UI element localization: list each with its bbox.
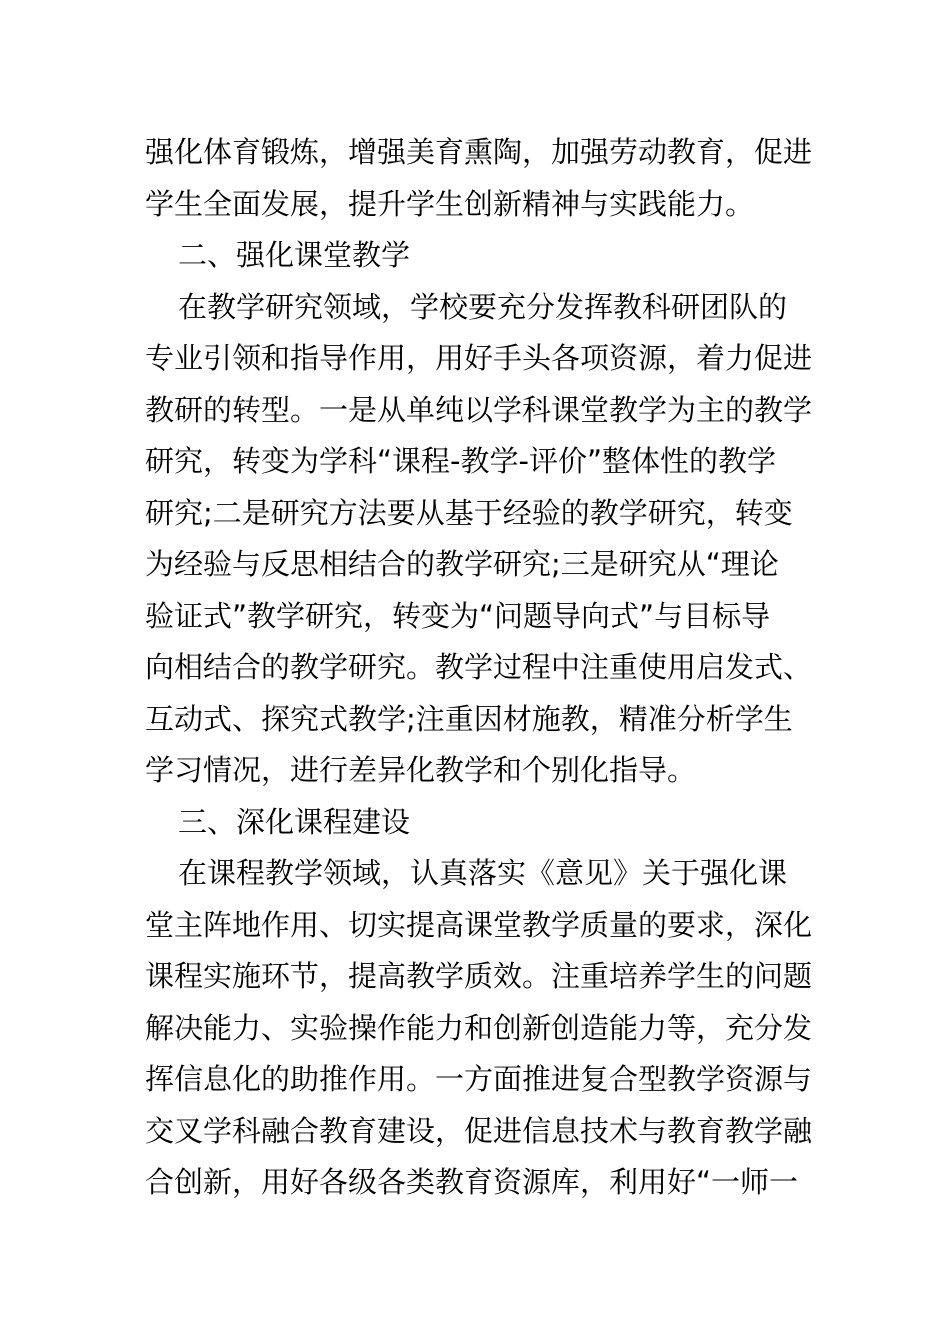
- paragraph-line: 研究;二是研究方法要从基于经验的教学研究，转变: [145, 495, 793, 530]
- paragraph-3: [145, 848, 813, 1209]
- paragraph-line: 堂主阵地作用、切实提高课堂教学质量的要求，深化: [145, 907, 813, 942]
- paragraph-line: 教研的转型。一是从单纯以学科课堂教学为主的教学: [145, 392, 813, 427]
- paragraph-line: 交叉学科融合教育建设，促进信息技术与教育教学融: [145, 1113, 813, 1148]
- paragraph-line: 挥信息化的助推作用。一方面推进复合型教学资源与: [145, 1062, 813, 1096]
- section-heading-2: 二、强化课堂教学: [178, 238, 411, 272]
- document-body: [145, 127, 813, 1209]
- paragraph-line: 解决能力、实验操作能力和创新创造能力等，充分发: [145, 1010, 813, 1045]
- paragraph-line: 研究，转变为学科“课程-教学-评价”整体性的教学: [145, 444, 776, 478]
- paragraph-line: 强化体育锻炼，增强美育熏陶，加强劳动教育，促进: [145, 135, 813, 169]
- paragraph-line: 学生全面发展，提升学生创新精神与实践能力。: [145, 186, 755, 221]
- paragraph-line: 为经验与反思相结合的教学研究;三是研究从“理论: [145, 547, 779, 581]
- paragraph-line: 课程实施环节，提高教学质效。注重培养学生的问题: [145, 959, 813, 993]
- section-heading-3: 三、深化课程建设: [178, 804, 411, 839]
- paragraph-line: 专业引领和指导作用，用好手头各项资源，着力促进: [145, 341, 813, 375]
- paragraph-line: 合创新，用好各级各类教育资源库，利用好“一师一: [145, 1165, 799, 1199]
- paragraph-line: 互动式、探究式教学;注重因材施教，精准分析学生: [145, 701, 793, 736]
- paragraph-line: 向相结合的教学研究。教学过程中注重使用启发式、: [145, 650, 813, 684]
- paragraph-line: 学习情况，进行差异化教学和个别化指导。: [145, 753, 697, 787]
- paragraph-line: 在教学研究领域，学校要充分发挥教科研团队的: [178, 289, 788, 324]
- paragraph-1: [145, 127, 813, 230]
- paragraph-line: 在课程教学领域，认真落实《意见》关于强化课: [178, 856, 788, 890]
- paragraph-2: [145, 282, 813, 797]
- paragraph-line: 验证式”教学研究，转变为“问题导向式”与目标导: [145, 598, 771, 633]
